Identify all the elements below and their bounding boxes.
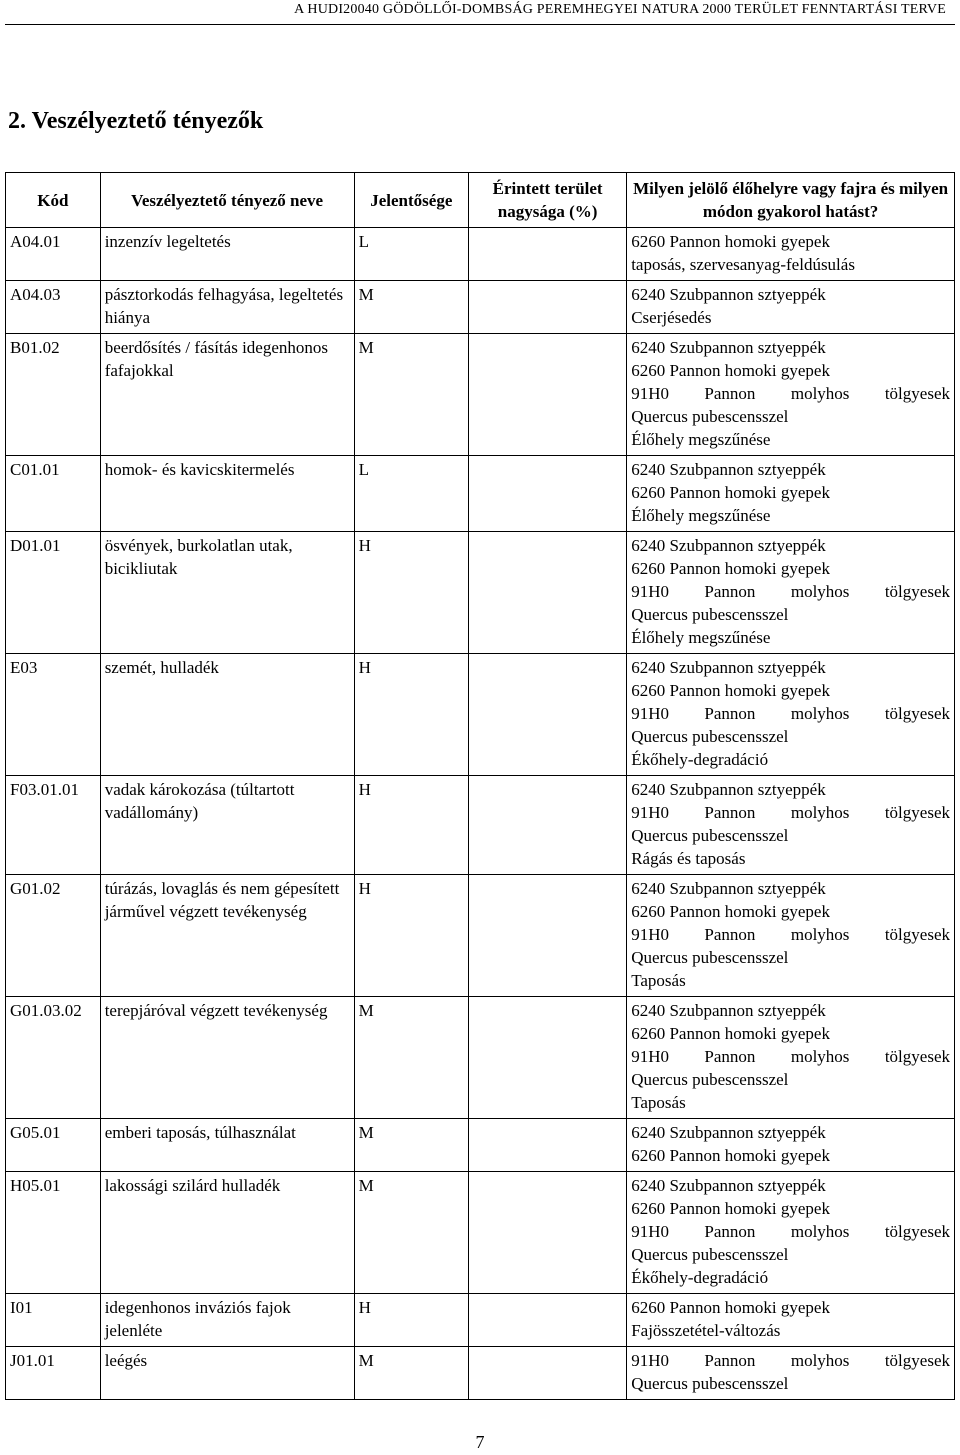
cell-significance: M [354, 1119, 468, 1172]
effect-line: 6240 Szubpannon sztyeppék [631, 285, 826, 304]
table-row [6, 1294, 955, 1347]
cell-area [469, 1347, 627, 1400]
cell-code: F03.01.01 [6, 776, 101, 875]
effect-line: Quercus pubescensszel [631, 727, 789, 746]
effect-line: Élőhely megszűnése [631, 628, 771, 647]
table-row [6, 281, 955, 334]
cell-code: B01.02 [6, 334, 101, 456]
cell-area [469, 228, 627, 281]
cell-name: homok- és kavicskitermelés [100, 456, 354, 532]
header-code: Kód [6, 173, 101, 228]
cell-name: emberi taposás, túlhasználat [100, 1119, 354, 1172]
cell-effect [627, 654, 955, 776]
cell-name: beerdősítés / fásítás idegenhonos fafajokkal [100, 334, 354, 456]
cell-effect [627, 997, 955, 1119]
header-divider [5, 24, 955, 25]
cell-area [469, 654, 627, 776]
effect-line: 6240 Szubpannon sztyeppék [631, 536, 826, 555]
effect-line: 6260 Pannon homoki gyepek [631, 1024, 830, 1043]
effect-line: 6260 Pannon homoki gyepek [631, 1146, 830, 1165]
cell-effect [627, 1172, 955, 1294]
effect-line: 6260 Pannon homoki gyepek [631, 559, 830, 578]
cell-effect [627, 1347, 955, 1400]
cell-name: idegenhonos inváziós fajok jelenléte [100, 1294, 354, 1347]
table-row [6, 228, 955, 281]
cell-effect [627, 875, 955, 997]
effect-line: Fajösszetétel-változás [631, 1321, 781, 1340]
effect-line: Ékőhely-degradáció [631, 750, 769, 769]
cell-area [469, 1119, 627, 1172]
effect-line: 6260 Pannon homoki gyepek [631, 361, 830, 380]
cell-name: pásztorkodás felhagyása, legeltetés hiánya [100, 281, 354, 334]
effect-line: 91H0 Pannon molyhos tölgyesek [631, 925, 950, 944]
cell-significance: H [354, 532, 468, 654]
effect-line: Cserjésedés [631, 308, 712, 327]
cell-significance: L [354, 456, 468, 532]
effect-line: 6240 Szubpannon sztyeppék [631, 780, 826, 799]
effect-line: 6260 Pannon homoki gyepek [631, 1199, 830, 1218]
table-header-row [6, 173, 955, 228]
cell-code: E03 [6, 654, 101, 776]
cell-name: túrázás, lovaglás és nem gépesített járművel végzett tevékenység [100, 875, 354, 997]
cell-significance: M [354, 334, 468, 456]
effect-line: Quercus pubescensszel [631, 605, 789, 624]
header-area: Érintett terület nagysága (%) [469, 173, 627, 228]
table-row [6, 532, 955, 654]
header-significance: Jelentősége [354, 173, 468, 228]
effect-line: 6260 Pannon homoki gyepek [631, 483, 830, 502]
cell-effect [627, 532, 955, 654]
cell-effect [627, 456, 955, 532]
cell-area [469, 875, 627, 997]
effect-line: 91H0 Pannon molyhos tölgyesek [631, 704, 950, 723]
effect-line: 6240 Szubpannon sztyeppék [631, 1123, 826, 1142]
effect-line: 91H0 Pannon molyhos tölgyesek [631, 384, 950, 403]
effect-line: Rágás és taposás [631, 849, 746, 868]
effect-line: 91H0 Pannon molyhos tölgyesek [631, 1047, 950, 1066]
table-row [6, 456, 955, 532]
cell-code: G05.01 [6, 1119, 101, 1172]
effect-line: 6240 Szubpannon sztyeppék [631, 460, 826, 479]
cell-name: vadak károkozása (túltartott vadállomány) [100, 776, 354, 875]
effect-line: 6260 Pannon homoki gyepek [631, 232, 830, 251]
cell-code: H05.01 [6, 1172, 101, 1294]
effect-line: Élőhely megszűnése [631, 430, 771, 449]
cell-area [469, 532, 627, 654]
cell-name: lakossági szilárd hulladék [100, 1172, 354, 1294]
threats-table [5, 172, 955, 1400]
section-title: 2. Veszélyeztető tényezők [8, 108, 264, 134]
cell-significance: H [354, 1294, 468, 1347]
cell-name: inzenzív legeltetés [100, 228, 354, 281]
cell-code: A04.01 [6, 228, 101, 281]
table-row [6, 875, 955, 997]
cell-significance: M [354, 281, 468, 334]
effect-line: Quercus pubescensszel [631, 407, 789, 426]
cell-significance: L [354, 228, 468, 281]
effect-line: 91H0 Pannon molyhos tölgyesek [631, 803, 950, 822]
effect-line: Ékőhely-degradáció [631, 1268, 769, 1287]
table-row [6, 1172, 955, 1294]
cell-significance: H [354, 875, 468, 997]
cell-effect [627, 1119, 955, 1172]
effect-line: 6240 Szubpannon sztyeppék [631, 1001, 826, 1020]
cell-name: leégés [100, 1347, 354, 1400]
cell-code: D01.01 [6, 532, 101, 654]
table-row [6, 654, 955, 776]
cell-area [469, 1172, 627, 1294]
table-body [6, 228, 955, 1400]
table-row [6, 997, 955, 1119]
cell-code: I01 [6, 1294, 101, 1347]
table-row [6, 334, 955, 456]
cell-name: terepjáróval végzett tevékenység [100, 997, 354, 1119]
cell-significance: H [354, 654, 468, 776]
effect-line: Quercus pubescensszel [631, 1374, 789, 1393]
cell-area [469, 334, 627, 456]
header-effect: Milyen jelölő élőhelyre vagy fajra és milyen módon gyakorol hatást? [627, 173, 955, 228]
cell-area [469, 1294, 627, 1347]
cell-significance: M [354, 997, 468, 1119]
header-name: Veszélyeztető tényező neve [100, 173, 354, 228]
table-row [6, 1119, 955, 1172]
cell-area [469, 281, 627, 334]
effect-line: Taposás [631, 1093, 686, 1112]
cell-name: ösvények, burkolatlan utak, bicikliutak [100, 532, 354, 654]
effect-line: 6260 Pannon homoki gyepek [631, 681, 830, 700]
effect-line: 91H0 Pannon molyhos tölgyesek [631, 1351, 950, 1370]
cell-effect [627, 776, 955, 875]
cell-code: J01.01 [6, 1347, 101, 1400]
effect-line: Quercus pubescensszel [631, 1070, 789, 1089]
effect-line: Taposás [631, 971, 686, 990]
cell-significance: M [354, 1172, 468, 1294]
cell-effect [627, 334, 955, 456]
effect-line: 6260 Pannon homoki gyepek [631, 1298, 830, 1317]
effect-line: 91H0 Pannon molyhos tölgyesek [631, 1222, 950, 1241]
page-number: 7 [475, 1432, 485, 1452]
effect-line: Quercus pubescensszel [631, 1245, 789, 1264]
effect-line: 6260 Pannon homoki gyepek [631, 902, 830, 921]
cell-effect [627, 228, 955, 281]
effect-line: 6240 Szubpannon sztyeppék [631, 338, 826, 357]
document-header: A HUDI20040 GÖDÖLLŐI-DOMBSÁG PEREMHEGYEI NATURA 2000 TERÜLET FENNTARTÁSI TERVE [294, 2, 946, 17]
effect-line: 91H0 Pannon molyhos tölgyesek [631, 582, 950, 601]
table-row [6, 1347, 955, 1400]
cell-code: G01.03.02 [6, 997, 101, 1119]
table-row [6, 776, 955, 875]
effect-line: Quercus pubescensszel [631, 948, 789, 967]
cell-code: G01.02 [6, 875, 101, 997]
effect-line: 6240 Szubpannon sztyeppék [631, 658, 826, 677]
effect-line: Élőhely megszűnése [631, 506, 771, 525]
cell-area [469, 456, 627, 532]
cell-code: C01.01 [6, 456, 101, 532]
effect-line: Quercus pubescensszel [631, 826, 789, 845]
cell-effect [627, 1294, 955, 1347]
cell-significance: H [354, 776, 468, 875]
cell-code: A04.03 [6, 281, 101, 334]
cell-effect [627, 281, 955, 334]
effect-line: 6240 Szubpannon sztyeppék [631, 879, 826, 898]
cell-significance: M [354, 1347, 468, 1400]
effect-line: 6240 Szubpannon sztyeppék [631, 1176, 826, 1195]
cell-name: szemét, hulladék [100, 654, 354, 776]
effect-line: taposás, szervesanyag-feldúsulás [631, 255, 855, 274]
cell-area [469, 776, 627, 875]
cell-area [469, 997, 627, 1119]
